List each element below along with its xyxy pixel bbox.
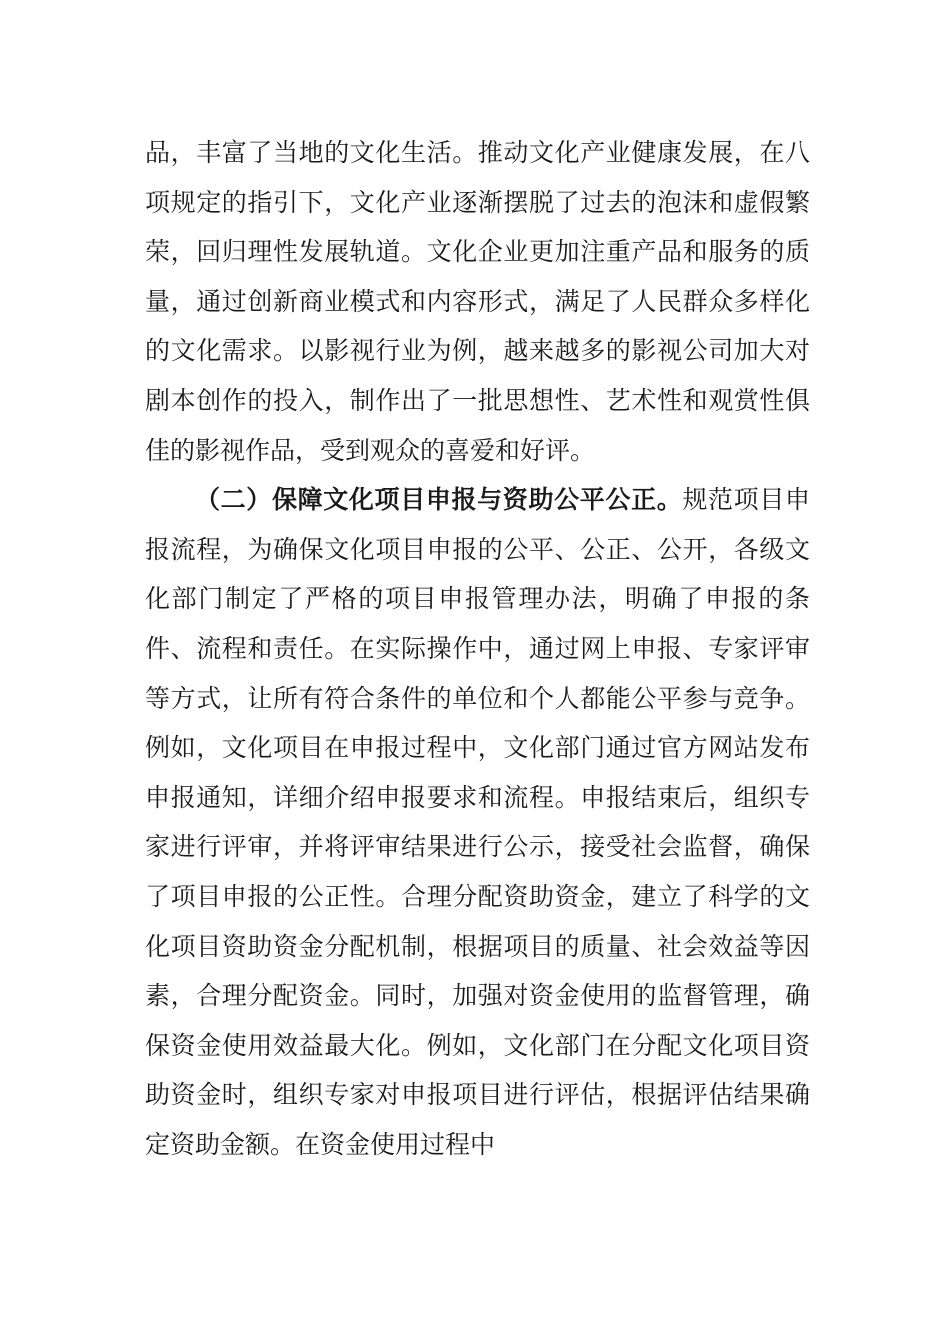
paragraph-section-two [145, 475, 810, 1169]
section-heading: （二）保障文化项目申报与资助公平公正。 [195, 485, 683, 515]
paragraph-continuation: 品，丰富了当地的文化生活。推动文化产业健康发展，在八项规定的指引下，文化产业逐渐摆脱了过去的泡沫和虚假繁荣，回归理性发展轨道。文化企业更加注重产品和服务的质量，通过创新商业模式和内容形式，满足了人民群众多样化的文化需求。以影视行业为例，越来越多的影视公司加大对剧本创作的投入，制作出了一批思想性、艺术性和观赏性俱佳的影视作品，受到观众的喜爱和好评。 [145, 138, 810, 465]
body-text [145, 128, 810, 1169]
section-body: 规范项目申报流程，为确保文化项目申报的公平、公正、公开，各级文化部门制定了严格的项目申报管理办法，明确了申报的条件、流程和责任。在实际操作中，通过网上申报、专家评审等方式，让所有符合条件的单位和个人都能公平参与竞争。例如，文化项目在申报过程中，文化部门通过官方网站发布申报通知，详细介绍申报要求和流程。申报结束后，组织专家进行评审，并将评审结果进行公示，接受社会监督，确保了项目申报的公正性。合理分配资助资金，建立了科学的文化项目资助资金分配机制，根据项目的质量、社会效益等因素，合理分配资金。同时，加强对资金使用的监督管理，确保资金使用效益最大化。例如，文化部门在分配文化项目资助资金时，组织专家对申报项目进行评估，根据评估结果确定资助金额。在资金使用过程中 [145, 485, 810, 1159]
